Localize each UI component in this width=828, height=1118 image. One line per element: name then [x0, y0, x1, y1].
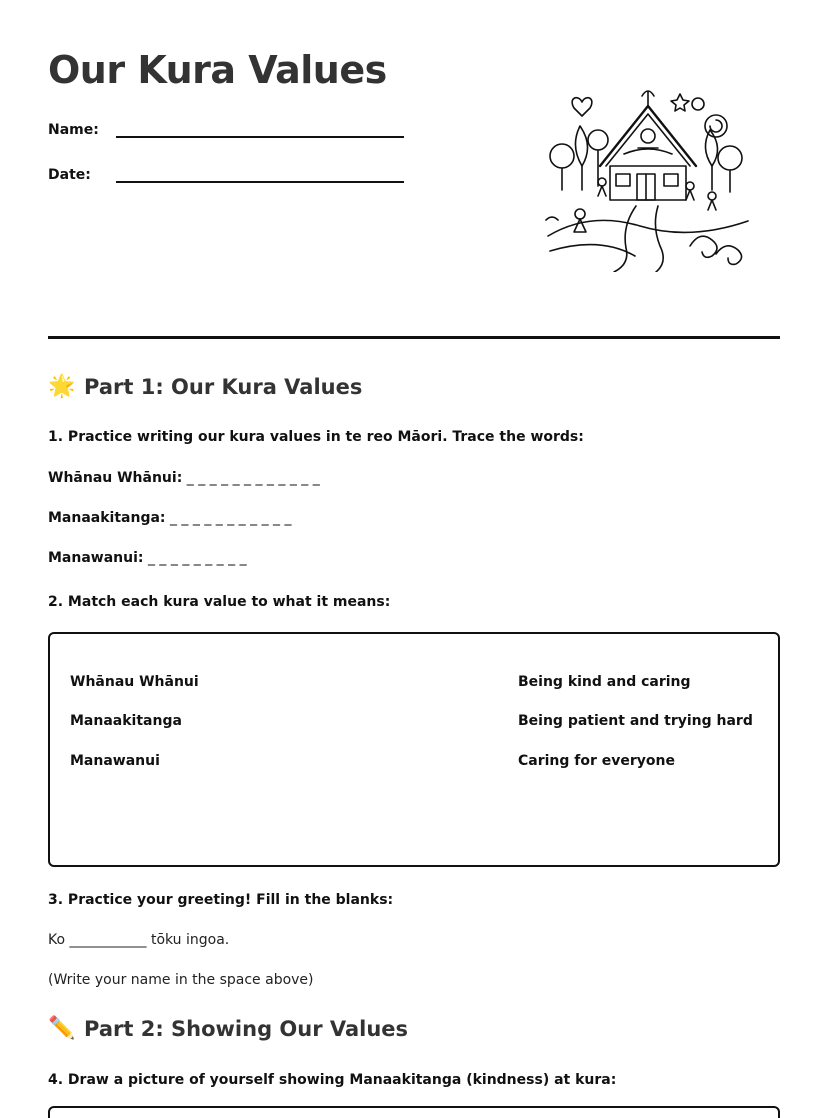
question-2: 2. Match each kura value to what it means: — [48, 594, 391, 610]
match-right-item[interactable]: Caring for everyone — [518, 753, 676, 769]
match-left-item[interactable]: Whānau Whānui — [70, 674, 199, 690]
section-divider — [48, 336, 780, 339]
drawing-box[interactable] — [48, 1106, 780, 1118]
name-label: Name: — [48, 122, 99, 138]
trace-row-manaakitanga[interactable] — [48, 510, 292, 526]
match-left-item[interactable]: Manawanui — [70, 753, 160, 769]
page-title: Our Kura Values — [48, 48, 387, 92]
name-line[interactable] — [116, 118, 404, 138]
star-icon: 🌟 — [48, 374, 76, 399]
pencil-icon: ✏️ — [48, 1016, 76, 1041]
part1-heading — [48, 374, 362, 399]
matching-box[interactable] — [48, 632, 780, 867]
trace-blank[interactable]: _ _ _ _ _ _ _ _ _ _ _ _ — [186, 470, 320, 486]
greeting-note: (Write your name in the space above) — [48, 972, 314, 988]
trace-label: Manawanui: — [48, 550, 144, 566]
trace-label: Manaakitanga: — [48, 510, 166, 526]
question-1: 1. Practice writing our kura values in te reo Māori. Trace the words: — [48, 429, 584, 445]
trace-row-whanau[interactable] — [48, 470, 320, 486]
part2-heading — [48, 1016, 408, 1041]
match-left-item[interactable]: Manaakitanga — [70, 713, 182, 729]
match-right-item[interactable]: Being patient and trying hard — [518, 713, 753, 729]
name-field[interactable] — [48, 118, 404, 138]
question-3: 3. Practice your greeting! Fill in the blanks: — [48, 892, 394, 908]
trace-row-manawanui[interactable] — [48, 550, 247, 566]
match-right-item[interactable]: Being kind and caring — [518, 674, 691, 690]
question-4: 4. Draw a picture of yourself showing Manaakitanga (kindness) at kura: — [48, 1072, 617, 1088]
trace-blank[interactable]: _ _ _ _ _ _ _ _ _ — [147, 550, 247, 566]
trace-blank[interactable]: _ _ _ _ _ _ _ _ _ _ _ — [169, 510, 292, 526]
part1-heading-text: Part 1: Our Kura Values — [84, 374, 363, 399]
date-field[interactable] — [48, 163, 404, 183]
greeting-fill-blank[interactable]: Ko ___________ tōku ingoa. — [48, 932, 230, 948]
date-line[interactable] — [116, 163, 404, 183]
part2-heading-text: Part 2: Showing Our Values — [84, 1016, 409, 1041]
date-label: Date: — [48, 167, 91, 183]
wharenui-illustration — [540, 86, 756, 272]
trace-label: Whānau Whānui: — [48, 470, 183, 486]
